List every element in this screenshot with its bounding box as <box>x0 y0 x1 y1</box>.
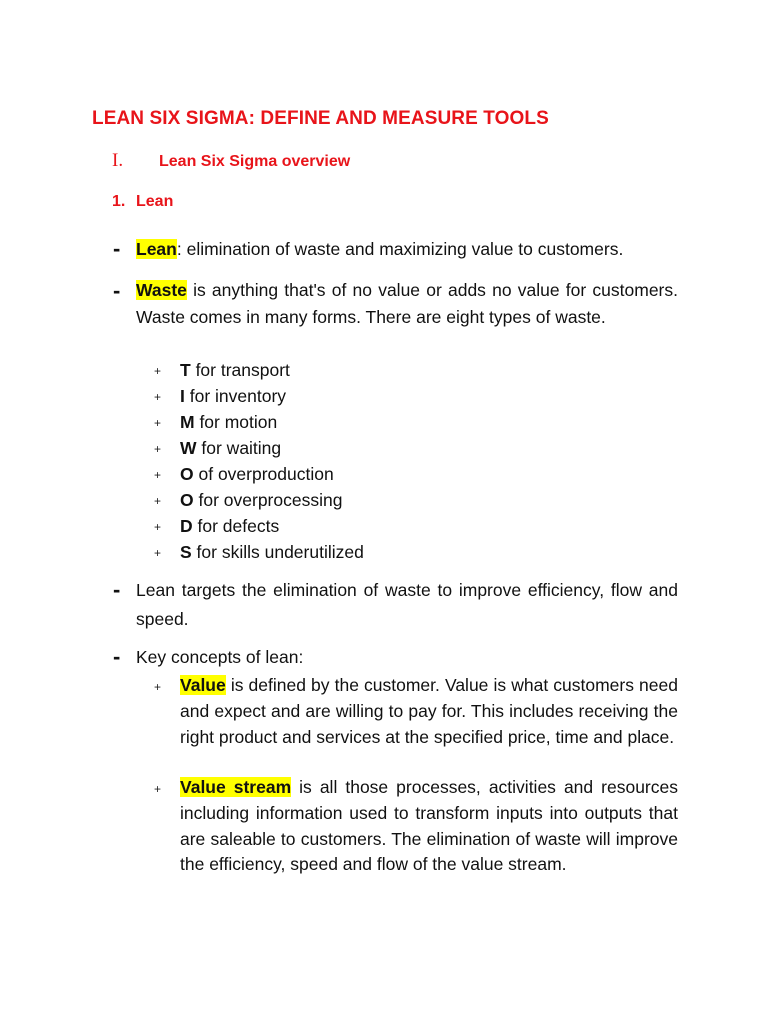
lean-definition <box>136 236 678 263</box>
plus-bullet-icon: + <box>154 520 162 534</box>
plus-bullet-icon: + <box>154 546 162 560</box>
concept-value-stream-text: Value stream is all those processes, activities and resources including information used to transform inputs into outputs that are saleable to customers. The elimination of waste will improve the efficiency, speed and flow of the value stream. <box>180 777 678 875</box>
waste-types-list <box>154 357 364 565</box>
list-item: + O of overproduction <box>154 461 364 487</box>
list-item: + W for waiting <box>154 435 364 461</box>
plus-bullet-icon: + <box>154 416 162 430</box>
dash-bullet: - <box>113 236 121 261</box>
list-item: + S for skills underutilized <box>154 539 364 565</box>
plus-bullet-icon: + <box>154 390 162 404</box>
lean-targets-paragraph: Lean targets the elimination of waste to improve efficiency, flow and speed. <box>136 580 678 629</box>
dash-bullet: - <box>113 577 121 602</box>
subsection-title: Lean <box>136 193 174 210</box>
list-item: + T for transport <box>154 357 364 383</box>
list-item: + D for defects <box>154 513 364 539</box>
plus-bullet-icon: + <box>154 680 162 694</box>
subsection-heading <box>112 193 173 211</box>
section-numeral: I. <box>112 150 124 171</box>
plus-bullet-icon: + <box>154 364 162 378</box>
value-stream-term: Value stream <box>180 777 292 797</box>
waste-definition-text: is anything that's of no value or adds no value for customers. Waste comes in many forms. There are eight types of waste. <box>136 280 678 327</box>
plus-bullet-icon: + <box>154 494 162 508</box>
value-term: Value <box>180 675 226 695</box>
dash-bullet: - <box>113 278 121 303</box>
list-item: + O for overprocessing <box>154 487 364 513</box>
list-item: + M for motion <box>154 409 364 435</box>
plus-bullet-icon: + <box>154 442 162 456</box>
lean-definition-text: : elimination of waste and maximizing value to customers. <box>176 239 624 259</box>
section-title: Lean Six Sigma overview <box>159 153 351 170</box>
key-concepts-label: Key concepts of lean: <box>136 647 304 667</box>
document-title: LEAN SIX SIGMA: DEFINE AND MEASURE TOOLS <box>92 108 549 129</box>
waste-term: Waste <box>136 280 187 300</box>
subsection-number: 1. <box>112 193 126 210</box>
list-item: + I for inventory <box>154 383 364 409</box>
plus-bullet-icon: + <box>154 468 162 482</box>
concept-value-text: Value is defined by the customer. Value is what customers need and expect and are willing to pay for. This includes receiving the right product and services at the specified price, time and place. <box>180 675 678 747</box>
plus-bullet-icon: + <box>154 782 162 796</box>
dash-bullet: - <box>113 644 121 669</box>
waste-definition <box>136 277 678 331</box>
lean-term: Lean <box>136 239 177 259</box>
